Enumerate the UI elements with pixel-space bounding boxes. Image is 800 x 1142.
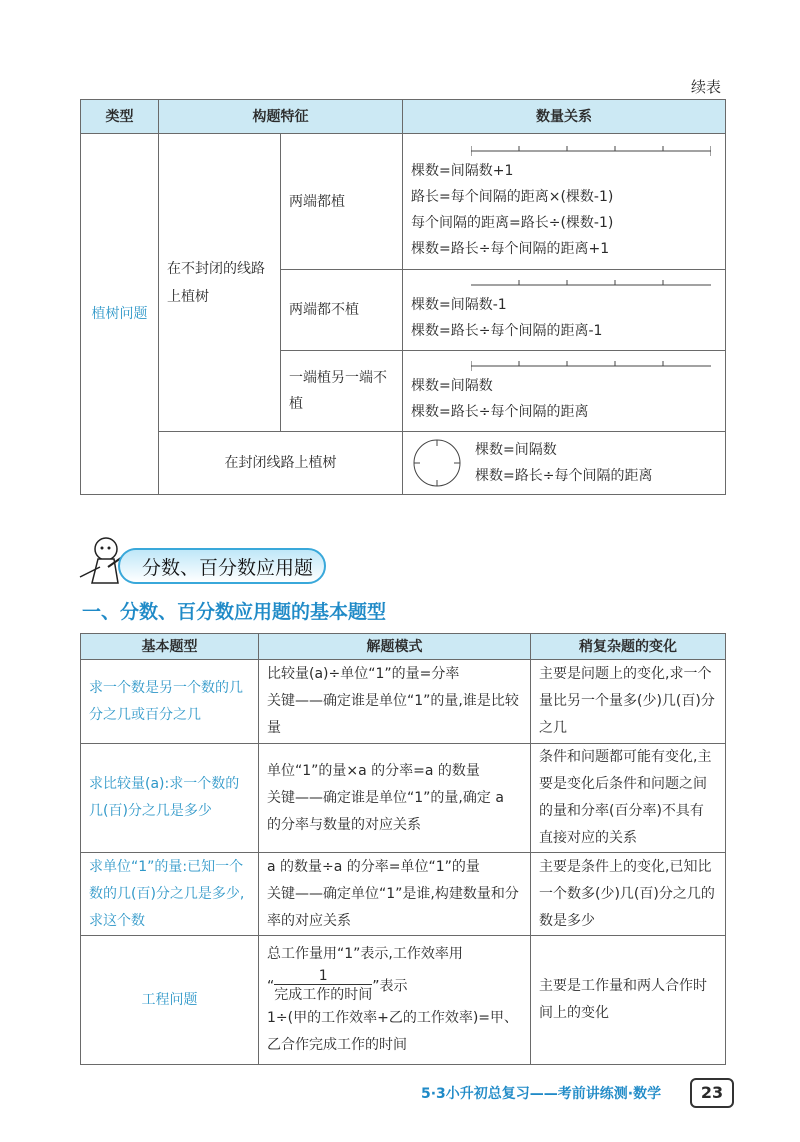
type-cell: 工程问题 <box>81 936 259 1065</box>
closed-feature-cell: 在封闭线路上植树 <box>159 432 403 495</box>
pattern-line: 关键——确定谁是单位“1”的量,谁是比较量 <box>267 693 519 736</box>
section-subheading: 一、分数、百分数应用题的基本题型 <box>82 601 387 623</box>
formula-line: 棵数=间隔数 <box>475 442 557 458</box>
change-cell: 主要是工作量和两人合作时间上的变化 <box>531 936 726 1065</box>
formula-line: 路长=每个间隔的距离×(棵数-1) <box>411 188 614 205</box>
relation-cell <box>403 432 726 495</box>
pattern-line: 关键——确定单位“1”是谁,构建数量和分率的对应关系 <box>267 885 519 929</box>
table-row <box>81 936 726 1065</box>
relation-cell <box>403 134 726 270</box>
formula-line: 棵数=路长÷每个间隔的距离 <box>411 404 589 420</box>
formula-line: 棵数=间隔数 <box>411 378 493 394</box>
continued-label: 续表 <box>691 78 722 96</box>
pattern-cell <box>259 936 531 1065</box>
formula-line: 棵数=路长÷每个间隔的距离-1 <box>411 323 603 339</box>
header-basic-type: 基本题型 <box>81 634 259 660</box>
table-row <box>81 134 726 270</box>
case-cell: 两端都不植 <box>281 270 403 351</box>
page-number: 23 <box>690 1078 734 1108</box>
relation-cell <box>403 270 726 351</box>
fraction-line: “ $\frac{1}{\text{完成工作的时间}}$ ”表示 <box>267 968 408 1003</box>
header-feature: 构题特征 <box>159 100 403 134</box>
formula-line: 棵数=间隔数+1 <box>411 162 514 179</box>
section-banner: 分数、百分数应用题 <box>118 548 326 584</box>
segment-diagram-both <box>471 144 711 158</box>
tree-planting-table <box>80 99 726 495</box>
pattern-line: 单位“1”的量×a 的分率=a 的数量 <box>267 762 480 779</box>
formula-line: 棵数=路长÷每个间隔的距离 <box>475 468 653 484</box>
change-cell: 主要是问题上的变化,求一个量比另一个量多(少)几(百)分之几 <box>531 660 726 744</box>
table-row <box>81 432 726 495</box>
pattern-line: 总工作量用“1”表示,工作效率用 <box>267 946 463 962</box>
footer-text: 5·3小升初总复习——考前讲练测·数学 <box>421 1086 662 1102</box>
formula-line: 每个间隔的距离=路长÷(棵数-1) <box>411 214 614 231</box>
segment-diagram-none <box>471 278 711 292</box>
type-cell: 求比较量(a):求一个数的几(百)分之几是多少 <box>81 744 259 853</box>
category-cell: 植树问题 <box>81 134 159 495</box>
segment-diagram-one-end <box>471 359 711 373</box>
header-pattern: 解题模式 <box>259 634 531 660</box>
pattern-cell <box>259 744 531 853</box>
case-cell: 一端植另一端不植 <box>281 351 403 432</box>
table-row <box>81 660 726 744</box>
pattern-line: 比较量(a)÷单位“1”的量=分率 <box>267 666 460 682</box>
pattern-cell <box>259 853 531 936</box>
formula-line: 棵数=间隔数-1 <box>411 297 507 313</box>
fraction-problems-table <box>80 633 726 1065</box>
header-type: 类型 <box>81 100 159 134</box>
relation-cell <box>403 351 726 432</box>
table-header-row <box>81 100 726 134</box>
header-variation: 稍复杂题的变化 <box>531 634 726 660</box>
change-cell: 条件和问题都可能有变化,主要是变化后条件和问题之间的量和分率(百分率)不具有直接对应的关系 <box>531 744 726 853</box>
table-header-row <box>81 634 726 660</box>
header-relation: 数量关系 <box>403 100 726 134</box>
circle-diagram <box>411 437 463 489</box>
fraction-numerator: 1 <box>274 968 372 985</box>
table-row <box>81 744 726 853</box>
table-row <box>81 853 726 936</box>
type-cell: 求单位“1”的量:已知一个数的几(百)分之几是多少,求这个数 <box>81 853 259 936</box>
type-cell: 求一个数是另一个数的几分之几或百分之几 <box>81 660 259 744</box>
formula-line: 棵数=路长÷每个间隔的距离+1 <box>411 240 610 257</box>
pattern-cell <box>259 660 531 744</box>
change-cell: 主要是条件上的变化,已知比一个数多(少)几(百)分之几的数是多少 <box>531 853 726 936</box>
pattern-line: 1÷(甲的工作效率+乙的工作效率)=甲、乙合作完成工作的时间 <box>267 1010 519 1053</box>
pattern-line: a 的数量÷a 的分率=单位“1”的量 <box>267 858 480 875</box>
fraction-suffix: ”表示 <box>372 978 408 995</box>
feature-open-cell: 在不封闭的线路上植树 <box>159 134 281 432</box>
pattern-line: 关键——确定谁是单位“1”的量,确定 a 的分率与数量的对应关系 <box>267 789 504 833</box>
fraction-denominator: 完成工作的时间 <box>274 987 373 1003</box>
case-cell: 两端都植 <box>281 134 403 270</box>
fraction <box>274 968 372 1005</box>
